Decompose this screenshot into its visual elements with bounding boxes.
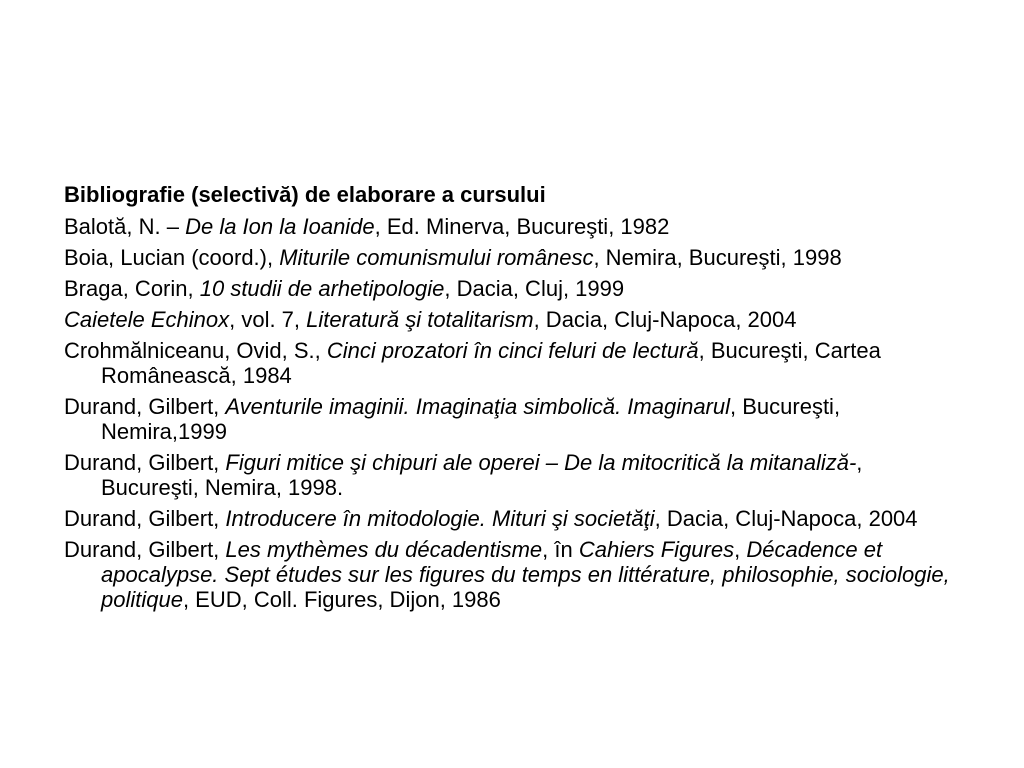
- entry-text: Crohmălniceanu, Ovid, S.,: [64, 338, 327, 363]
- entry-text: Balotă, N. –: [64, 214, 186, 239]
- bibliography-entry: [64, 450, 964, 500]
- bibliography-entry: [64, 276, 964, 301]
- entry-title-text: Cinci prozatori în cinci feluri de lectură: [326, 338, 699, 363]
- entry-text: , Dacia, Cluj-Napoca, 2004: [533, 307, 797, 332]
- bibliography-heading: Bibliografie (selectivă) de elaborare a cursului: [64, 182, 546, 207]
- entry-text: Braga, Corin,: [64, 276, 200, 301]
- entry-text: , Dacia, Cluj-Napoca, 2004: [654, 506, 918, 531]
- entry-title-text: 10 studii de arhetipologie: [199, 276, 445, 301]
- bibliography-entry: [64, 245, 964, 270]
- bibliography-entry: [64, 506, 964, 531]
- entry-title-text: Literatură şi totalitarism: [306, 307, 534, 332]
- entry-text: Durand, Gilbert,: [64, 394, 226, 419]
- entry-text: ,: [734, 537, 747, 562]
- entry-text: , Bucureşti, Cartea Românească, 1984: [101, 338, 881, 388]
- entry-text: Durand, Gilbert,: [64, 450, 226, 475]
- entry-title-text: Figuri mitice şi chipuri ale operei – De la mitocritică la mitanaliză-: [225, 450, 857, 475]
- entry-text: Durand, Gilbert,: [64, 506, 226, 531]
- entry-title-text: Cahiers Figures: [578, 537, 735, 562]
- entry-text: , vol. 7,: [229, 307, 307, 332]
- entry-title-text: Les mythèmes du décadentisme: [225, 537, 543, 562]
- entry-text: Boia, Lucian (coord.),: [64, 245, 280, 270]
- entry-text: , Bucureşti, Nemira, 1998.: [101, 450, 863, 500]
- entry-title-text: Décadence et apocalypse. Sept études sur les figures du temps en littérature, philosophie, sociologie, politique: [101, 537, 950, 612]
- entry-text: , Nemira, Bucureşti, 1998: [593, 245, 842, 270]
- entry-title-text: Caietele Echinox: [64, 307, 230, 332]
- bibliography-entry: [64, 307, 964, 332]
- bibliography-entry: [64, 338, 964, 388]
- entry-text: Durand, Gilbert,: [64, 537, 226, 562]
- bibliography-entry: [64, 214, 964, 239]
- entry-title-text: Miturile comunismului românesc: [279, 245, 594, 270]
- entry-text: , în: [542, 537, 579, 562]
- entry-text: , Dacia, Cluj, 1999: [444, 276, 625, 301]
- entry-title-text: Aventurile imaginii. Imaginaţia simbolică. Imaginarul: [225, 394, 731, 419]
- entry-text: , Ed. Minerva, Bucureşti, 1982: [374, 214, 670, 239]
- bibliography-entry: [64, 394, 964, 444]
- bibliography-list: [64, 214, 964, 612]
- entry-title-text: De la Ion la Ioanide: [185, 214, 375, 239]
- bibliography-entry: [64, 537, 964, 612]
- entry-title-text: Introducere în mitodologie. Mituri şi societăţi: [225, 506, 655, 531]
- entry-text: , EUD, Coll. Figures, Dijon, 1986: [182, 587, 501, 612]
- entry-text: , Bucureşti, Nemira,1999: [101, 394, 841, 444]
- bibliography-slide: [64, 181, 964, 618]
